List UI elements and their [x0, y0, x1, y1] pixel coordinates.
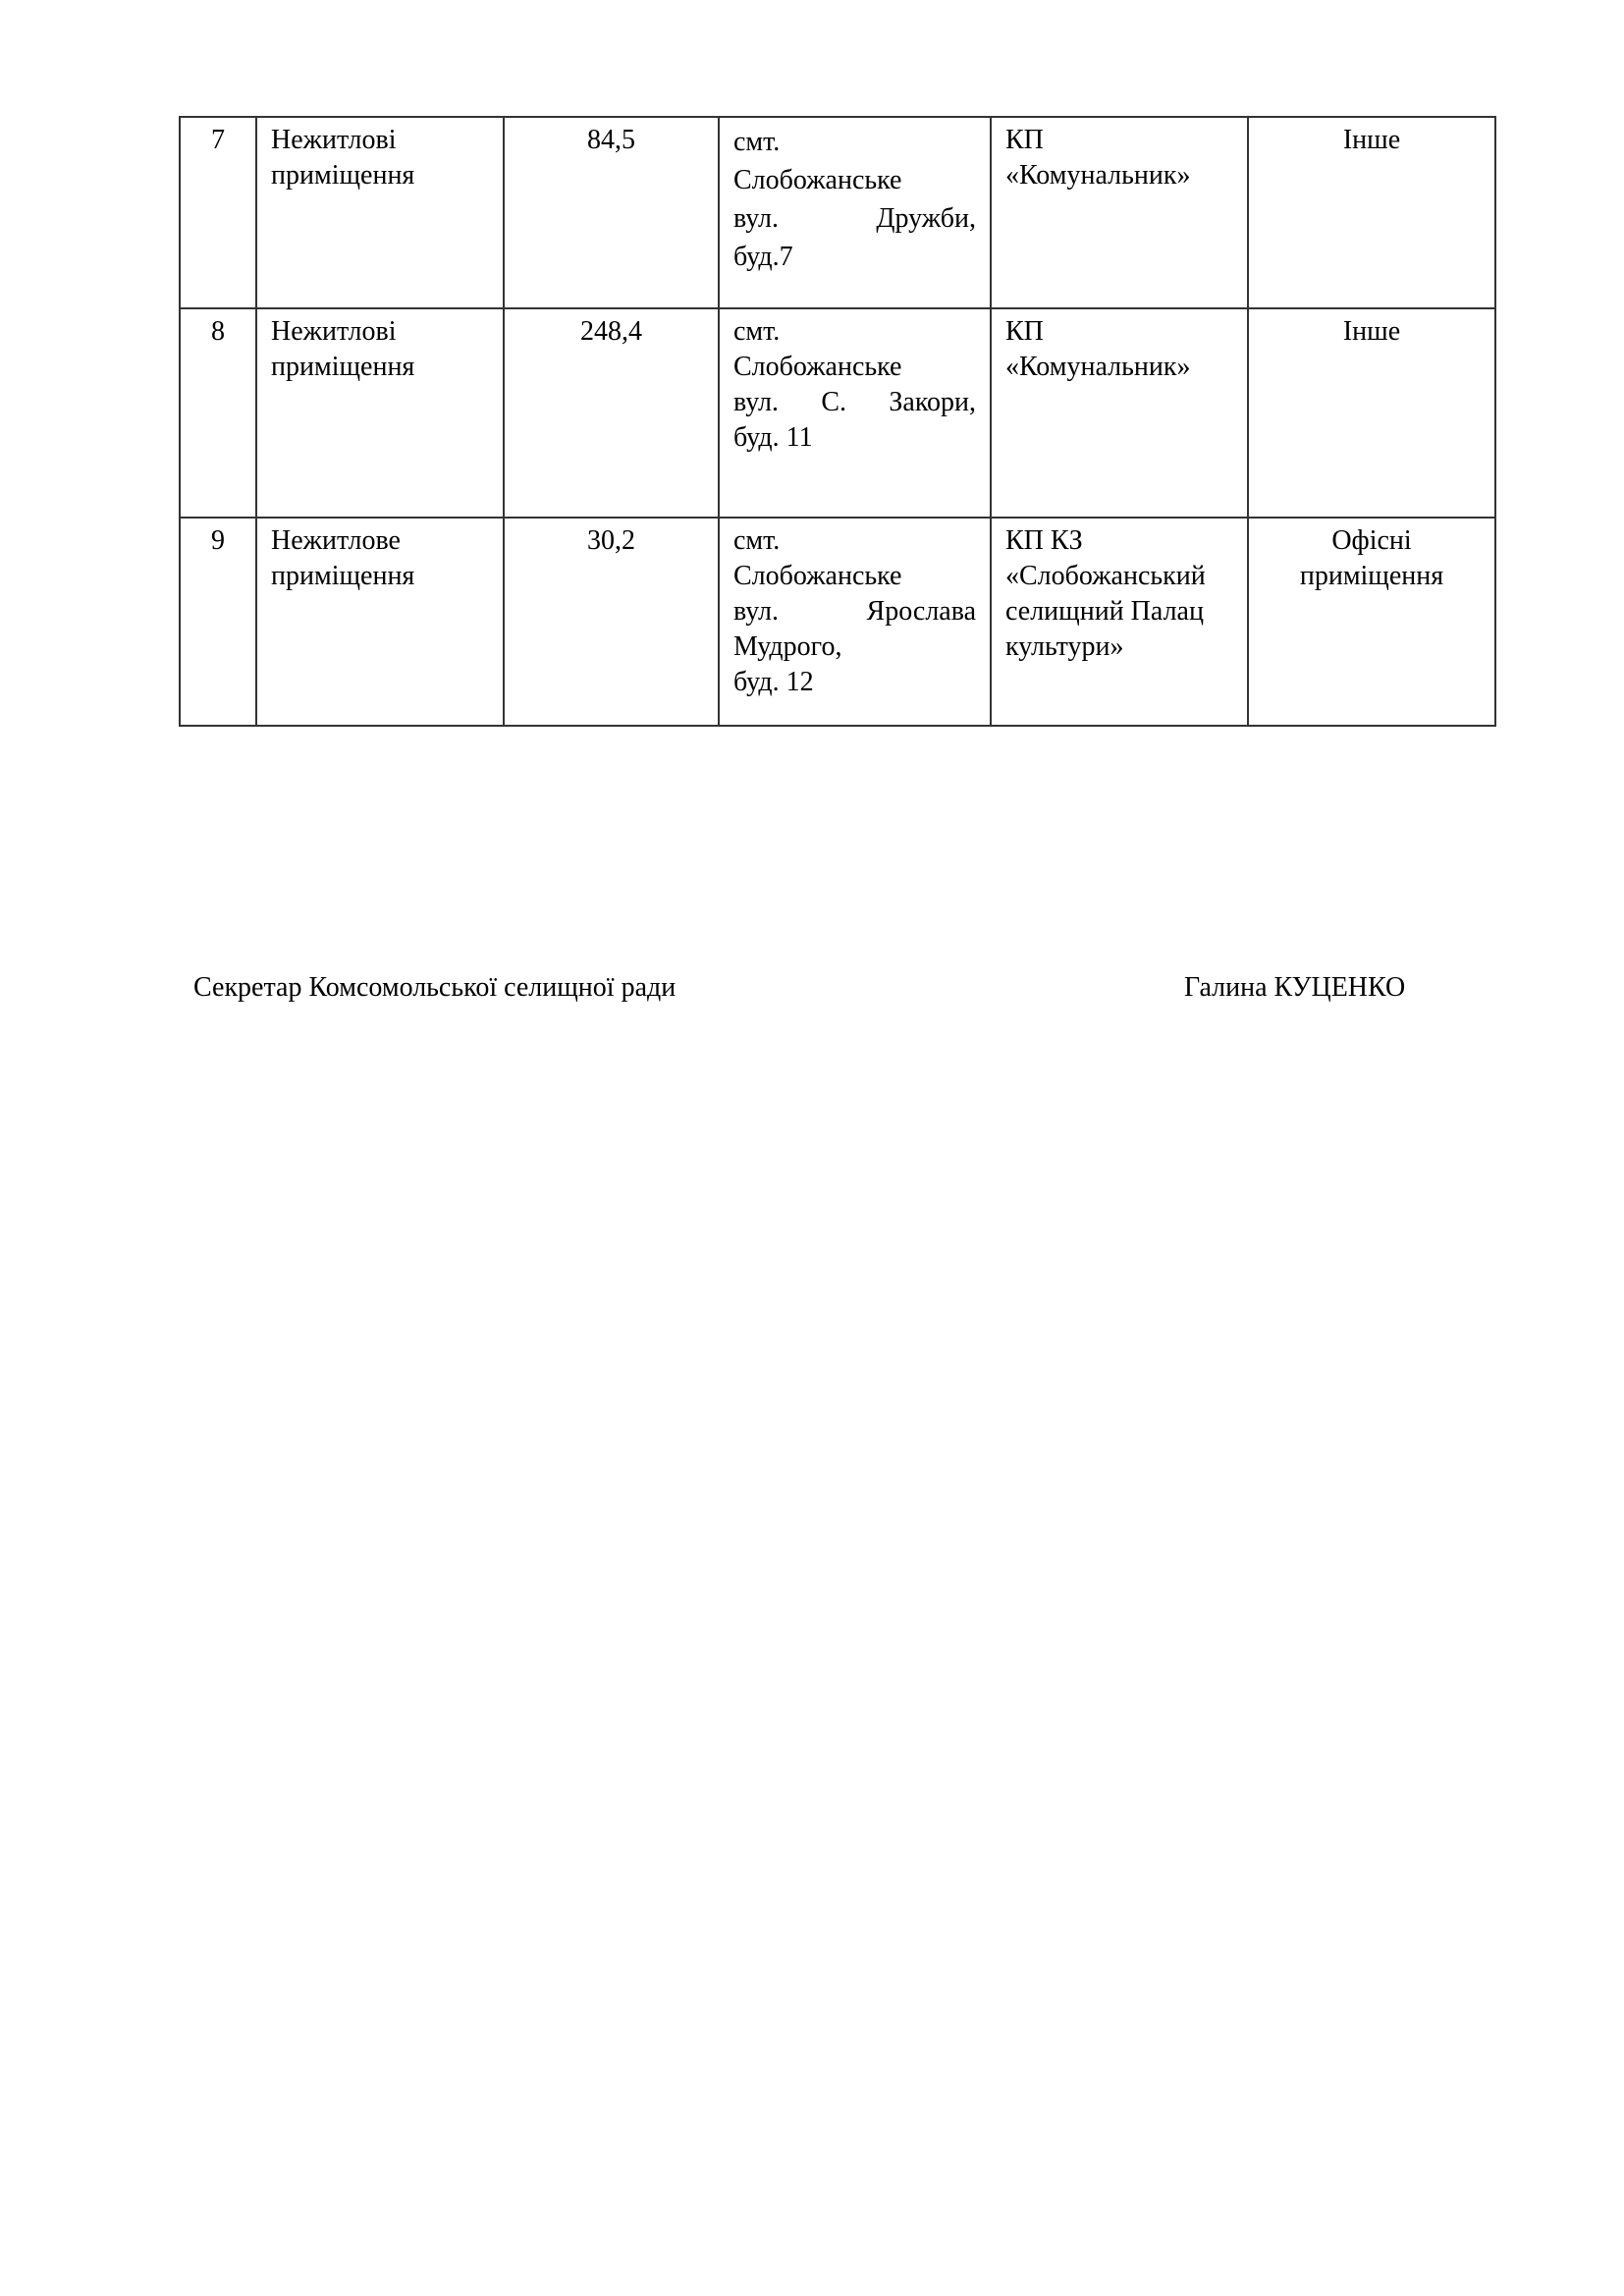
- balance-holder-line: КП: [1005, 316, 1044, 347]
- property-name-line: Нежитлове: [271, 525, 401, 556]
- property-name-line: приміщення: [271, 561, 415, 591]
- address-line: буд. 12: [733, 667, 814, 697]
- address-line: смт.: [733, 525, 781, 556]
- balance-holder-line: селищний Палац: [1005, 596, 1204, 627]
- usage-line: Інше: [1342, 316, 1401, 347]
- area-cell: [504, 117, 719, 308]
- row-number-cell: [180, 117, 256, 308]
- signatory-position: Секретар Комсомольської селищної ради: [193, 972, 677, 1003]
- balance-holder-cell: [991, 518, 1248, 726]
- address-cell: [719, 117, 991, 308]
- area-value: 248,4: [580, 316, 642, 347]
- signatory-name: Галина КУЦЕНКО: [1184, 972, 1406, 1003]
- area-cell: [504, 308, 719, 518]
- address-line: Слобожанське: [733, 165, 902, 195]
- address-line: смт.: [733, 127, 781, 157]
- address-line: Слобожанське: [733, 561, 902, 591]
- table-row: [180, 308, 1495, 518]
- property-name-line: Нежитлові: [271, 125, 397, 155]
- area-value: 30,2: [587, 525, 635, 556]
- address-line: буд. 11: [733, 422, 813, 453]
- address-word: Ярослава: [866, 596, 976, 627]
- balance-holder-line: «Комунальник»: [1005, 352, 1191, 382]
- balance-holder-line: «Слобожанський: [1005, 561, 1206, 591]
- balance-holder-line: культури»: [1005, 631, 1124, 662]
- property-name-line: приміщення: [271, 352, 415, 382]
- row-number: 8: [211, 316, 225, 347]
- table-row: [180, 518, 1495, 726]
- address-line: Слобожанське: [733, 352, 902, 382]
- row-number: 9: [211, 525, 225, 556]
- balance-holder-line: КП КЗ: [1005, 525, 1083, 556]
- usage-line: Інше: [1342, 125, 1401, 155]
- property-name-line: приміщення: [271, 160, 415, 191]
- address-street-line: [733, 199, 976, 238]
- address-line: смт.: [733, 316, 781, 347]
- area-cell: [504, 518, 719, 726]
- usage-line: приміщення: [1299, 561, 1444, 591]
- usage-cell: [1248, 117, 1495, 308]
- address-cell: [719, 308, 991, 518]
- property-name-cell: [256, 308, 504, 518]
- property-name-cell: [256, 518, 504, 726]
- address-line: Мудрого,: [733, 631, 842, 662]
- balance-holder-cell: [991, 308, 1248, 518]
- address-word: вул.: [733, 203, 780, 234]
- table-row: [180, 117, 1495, 308]
- address-street-line: [733, 385, 976, 420]
- address-cell: [719, 518, 991, 726]
- address-word: Дружби,: [876, 203, 976, 234]
- balance-holder-line: КП: [1005, 125, 1044, 155]
- property-name-cell: [256, 117, 504, 308]
- area-value: 84,5: [587, 125, 635, 155]
- property-name-line: Нежитлові: [271, 316, 397, 347]
- row-number-cell: [180, 308, 256, 518]
- row-number: 7: [211, 125, 225, 155]
- address-line: буд.7: [733, 242, 793, 272]
- address-street-line: [733, 594, 976, 629]
- usage-cell: [1248, 308, 1495, 518]
- row-number-cell: [180, 518, 256, 726]
- balance-holder-cell: [991, 117, 1248, 308]
- address-word: вул.: [733, 596, 780, 627]
- property-table: [179, 116, 1496, 727]
- usage-line: Офісні: [1331, 525, 1412, 556]
- balance-holder-line: «Комунальник»: [1005, 160, 1191, 191]
- address-word: С.: [821, 387, 847, 417]
- usage-cell: [1248, 518, 1495, 726]
- address-word: Закори,: [889, 387, 976, 417]
- address-word: вул.: [733, 387, 780, 417]
